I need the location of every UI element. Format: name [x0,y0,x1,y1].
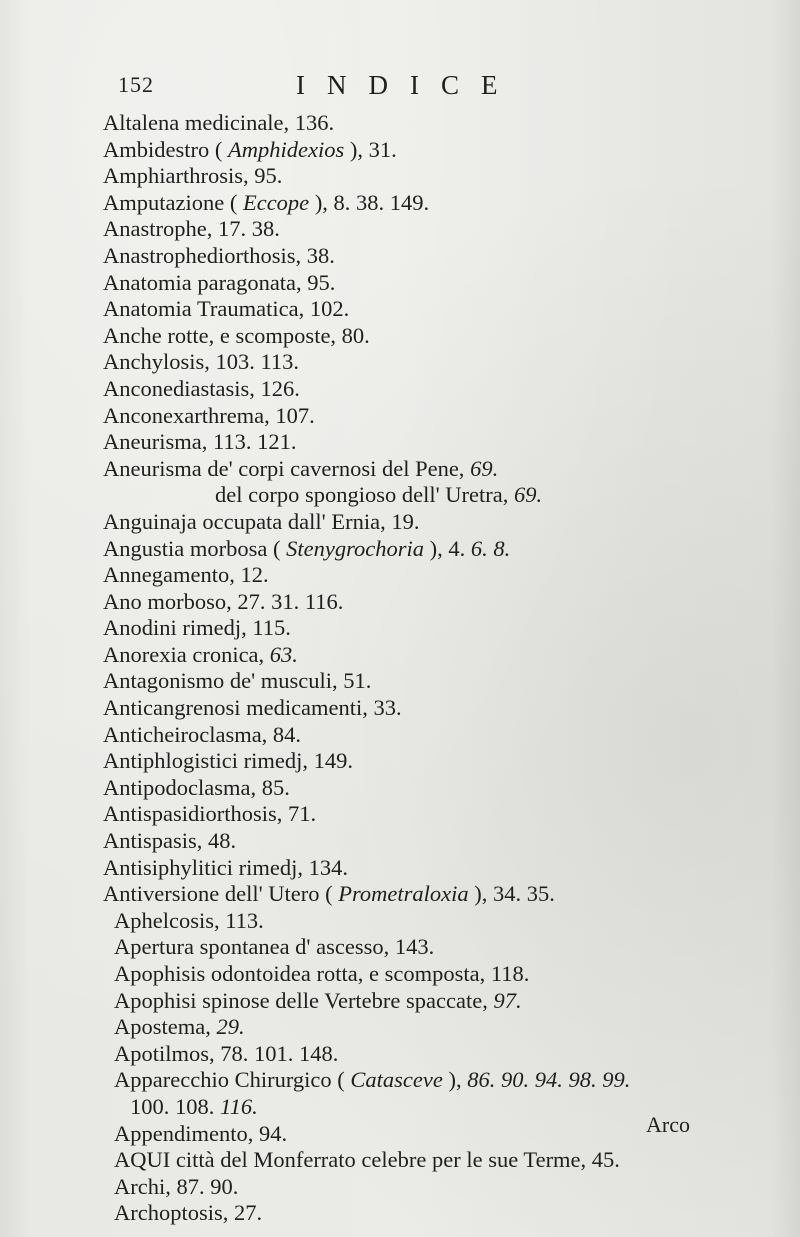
index-entry [0,934,800,961]
index-entry-text: Anconediastasis, 126. [103,375,300,401]
index-entry [0,270,800,297]
index-entry-text: Antipodoclasma, 85. [103,774,290,800]
index-entry-text: AQUI città del Monferrato celebre per le sue Terme, 45. [114,1147,620,1173]
index-entry-text: ), [442,1067,468,1093]
index-entry-text: Angustia morbosa ( [103,535,287,561]
index-entry-italic-text: Stenygrochoria [286,535,424,561]
index-entry-text: Apparecchio Chirurgico ( [114,1067,351,1093]
index-entry [0,668,800,695]
index-entry-text: Apophisis odontoidea rotta, e scomposta, 118. [114,961,530,986]
index-entry-text: Antispasidiorthosis, 71. [103,801,317,827]
index-entry [0,323,800,350]
index-entry-italic-text: 69. [513,482,543,508]
index-entry [0,642,800,669]
index-entry-text: Antisiphylitici rimedj, 134. [103,854,348,880]
index-entry-italic-text: 116. [220,1093,258,1119]
index-entry [0,536,800,563]
index-entry [0,456,800,483]
index-entry [0,1174,800,1201]
index-entry [0,908,800,935]
index-entry-text: Altalena medicinale, 136. [103,110,335,135]
index-entry [0,216,800,243]
index-entry-text: Appendimento, 94. [114,1120,288,1146]
index-entry [0,163,800,190]
index-entry-italic-text: 69. [470,455,499,481]
running-title: INDICE [296,70,520,100]
index-entry [0,801,800,828]
index-entry-text: Anchylosis, 103. 113. [103,349,300,375]
index-entry-text: ), 34. 35. [468,881,555,907]
index-entry [0,137,800,164]
index-entry [0,961,800,988]
index-entry [0,988,800,1015]
index-entry-italic-text: Eccope [242,189,310,215]
index-entry-italic-text: 86. 90. 94. 98. 99. [467,1067,631,1093]
index-entry [0,562,800,589]
index-entry-italic-text: Catasceve [350,1067,443,1093]
index-entry-text: 100. 108. [130,1093,220,1119]
index-entry-text: Apostema, [114,1014,217,1040]
index-entry-text: Aphelcosis, 113. [114,907,264,933]
index-entry-text: Aneurisma de' corpi cavernosi del Pene, [103,455,471,481]
index-entry-text: Apotilmos, 78. 101. 148. [114,1040,339,1066]
index-entry [0,695,800,722]
catchword: Arco [646,1112,690,1137]
index-entry-text: Amputazione ( [103,189,243,215]
index-entry [0,376,800,403]
index-entry-text: Archi, 87. 90. [114,1173,239,1199]
index-entry [0,722,800,749]
index-entry [0,349,800,376]
index-entry-text: Anticangrenosi medicamenti, 33. [103,695,402,721]
index-entry-italic-text: Prometraloxia [338,881,469,907]
index-entry-text: Anodini rimedj, 115. [103,615,291,641]
index-entry [0,748,800,775]
index-entry [0,403,800,430]
index-entry-italic-text: 63. [269,641,298,667]
page-header [118,72,738,102]
index-entry-text: Anticheiroclasma, 84. [103,721,302,747]
index-entry-italic-text: 6. 8. [470,535,511,561]
index-entry [0,881,800,908]
index-entries [0,110,800,1227]
index-entry [0,190,800,217]
index-entry [0,482,800,509]
index-entry-text: ), 31. [344,136,397,162]
index-entry [0,296,800,323]
index-entry-text: Anche rotte, e scomposte, 80. [103,322,370,348]
index-entry-text: Ano morboso, 27. 31. 116. [103,588,344,614]
index-entry [0,1014,800,1041]
index-entry-text: Annegamento, 12. [103,562,269,588]
index-entry-italic-text: 97. [493,987,522,1013]
index-entry-text: ), 8. 38. 149. [309,189,430,215]
index-entry-text: Anatomia paragonata, 95. [103,269,336,295]
page-number: 152 [118,72,154,97]
index-entry [0,1041,800,1068]
index-entry-text: Antiphlogistici rimedj, 149. [103,748,353,774]
index-entry-text: del corpo spongioso dell' Uretra, [215,482,514,508]
index-entry [0,509,800,536]
index-entry [0,828,800,855]
index-entry [0,1200,800,1227]
index-entry [0,1067,800,1094]
index-entry-text: Anguinaja occupata dall' Ernia, 19. [103,508,420,534]
index-entry-text: Amphiarthrosis, 95. [103,163,283,189]
index-entry [0,110,800,137]
index-entry [0,615,800,642]
index-entry [0,589,800,616]
index-entry-text: Anastrophe, 17. 38. [103,216,280,242]
index-entry-text: Antagonismo de' musculi, 51. [103,668,372,694]
index-entry-text: Apertura spontanea d' ascesso, 143. [114,934,435,960]
index-entry [0,775,800,802]
index-entry [0,429,800,456]
index-entry-text: Antispasis, 48. [103,828,237,854]
index-entry-text: Anorexia cronica, [103,641,270,667]
index-entry-italic-text: 29. [216,1014,245,1040]
index-entry [0,1147,800,1174]
index-entry-text: Aneurisma, 113. 121. [103,429,297,455]
index-entry-text: Anconexarthrema, 107. [103,402,315,428]
index-entry [0,855,800,882]
index-entry-italic-text: Amphidexios [227,136,345,162]
index-entry [0,243,800,270]
index-entry-text: Anastrophediorthosis, 38. [103,242,335,268]
index-entry-text: Ambidestro ( [103,136,228,162]
index-entry-text: Archoptosis, 27. [114,1200,263,1226]
index-entry-text: Anatomia Traumatica, 102. [103,296,350,322]
index-entry-text: Apophisi spinose delle Vertebre spaccate, [114,987,494,1013]
index-entry-text: ), 4. [424,535,471,561]
index-entry-text: Antiversione dell' Utero ( [103,881,339,907]
